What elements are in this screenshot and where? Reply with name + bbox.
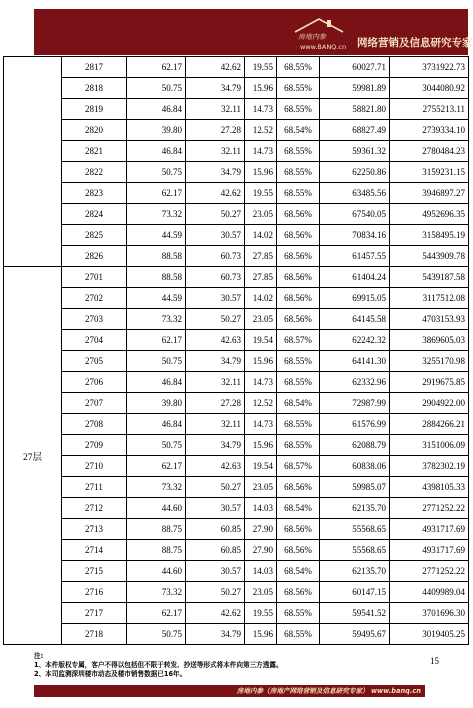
table-cell: 55568.65 <box>320 519 390 540</box>
floor-cell: 27层 <box>4 267 62 645</box>
table-cell: 3117512.08 <box>390 288 469 309</box>
table-cell: 3019405.25 <box>390 624 469 645</box>
table-cell: 67540.05 <box>320 204 390 225</box>
table-cell: 2706 <box>62 372 127 393</box>
table-cell: 62.17 <box>127 456 186 477</box>
table-cell: 60.85 <box>186 519 245 540</box>
table-cell: 2771252.22 <box>390 498 469 519</box>
table-cell: 62332.96 <box>320 372 390 393</box>
table-cell: 27.85 <box>245 267 277 288</box>
table-cell: 50.75 <box>127 351 186 372</box>
table-cell: 68.55% <box>277 414 320 435</box>
table-cell: 88.75 <box>127 519 186 540</box>
table-cell: 14.73 <box>245 414 277 435</box>
table-cell: 2780484.23 <box>390 141 469 162</box>
table-cell: 68.55% <box>277 141 320 162</box>
table-cell: 34.79 <box>186 351 245 372</box>
table-cell: 2884266.21 <box>390 414 469 435</box>
table-cell: 14.73 <box>245 99 277 120</box>
table-cell: 50.27 <box>186 477 245 498</box>
table-cell: 5439187.58 <box>390 267 469 288</box>
note-line: 1、本件版权专属，客户不得以包括但不限于转发、抄送等形式将本件向第三方透露。 <box>34 661 283 669</box>
table-cell: 30.57 <box>186 225 245 246</box>
table-cell: 4931717.69 <box>390 540 469 561</box>
table-cell: 32.11 <box>186 99 245 120</box>
table-cell: 73.32 <box>127 477 186 498</box>
brand-name-small: 房地内参 <box>298 33 326 41</box>
table-cell: 50.75 <box>127 78 186 99</box>
table-cell: 2712 <box>62 498 127 519</box>
table-cell: 2825 <box>62 225 127 246</box>
table-cell: 2824 <box>62 204 127 225</box>
table-cell: 2755213.11 <box>390 99 469 120</box>
table-row <box>4 246 469 267</box>
table-cell: 2826 <box>62 246 127 267</box>
table-cell: 2715 <box>62 561 127 582</box>
table-cell: 73.32 <box>127 309 186 330</box>
table-cell: 62.17 <box>127 183 186 204</box>
table-row <box>4 120 469 141</box>
table-cell: 2711 <box>62 477 127 498</box>
table-cell: 68.54% <box>277 120 320 141</box>
table-row <box>4 267 469 288</box>
table-cell: 3158495.19 <box>390 225 469 246</box>
table-cell: 61404.24 <box>320 267 390 288</box>
table-cell: 39.80 <box>127 120 186 141</box>
table-cell: 68.55% <box>277 99 320 120</box>
brand-url: www.BANQ.cn <box>300 43 347 51</box>
table-cell: 32.11 <box>186 414 245 435</box>
table-cell: 68.56% <box>277 477 320 498</box>
table-cell: 68.55% <box>277 435 320 456</box>
table-cell: 27.28 <box>186 120 245 141</box>
table-cell: 62.17 <box>127 57 186 78</box>
table-cell: 60147.15 <box>320 582 390 603</box>
table-cell: 62135.70 <box>320 498 390 519</box>
table-cell: 60.73 <box>186 246 245 267</box>
table-cell: 62088.79 <box>320 435 390 456</box>
table-cell: 2771252.22 <box>390 561 469 582</box>
table-cell: 19.55 <box>245 183 277 204</box>
table-cell: 23.05 <box>245 309 277 330</box>
table-cell: 46.84 <box>127 414 186 435</box>
table-cell: 3701696.30 <box>390 603 469 624</box>
table-cell: 46.84 <box>127 141 186 162</box>
table-row <box>4 225 469 246</box>
table-cell: 68.56% <box>277 288 320 309</box>
table-cell: 68.55% <box>277 162 320 183</box>
table-cell: 70834.16 <box>320 225 390 246</box>
table-cell: 2709 <box>62 435 127 456</box>
table-cell: 60838.06 <box>320 456 390 477</box>
table-row <box>4 561 469 582</box>
floor-cell <box>4 57 62 267</box>
table-cell: 5443909.78 <box>390 246 469 267</box>
table-cell: 2819 <box>62 99 127 120</box>
table-cell: 12.52 <box>245 120 277 141</box>
table-cell: 23.05 <box>245 582 277 603</box>
table-cell: 14.73 <box>245 141 277 162</box>
table-cell: 30.57 <box>186 498 245 519</box>
table-row <box>4 309 469 330</box>
table-cell: 68.56% <box>277 519 320 540</box>
table-cell: 64145.58 <box>320 309 390 330</box>
table-cell: 69915.05 <box>320 288 390 309</box>
table-row <box>4 183 469 204</box>
table-cell: 50.75 <box>127 162 186 183</box>
table-cell: 42.63 <box>186 330 245 351</box>
table-cell: 3151006.09 <box>390 435 469 456</box>
table-cell: 42.63 <box>186 456 245 477</box>
table-cell: 14.03 <box>245 498 277 519</box>
table-cell: 30.57 <box>186 561 245 582</box>
table-cell: 72987.99 <box>320 393 390 414</box>
table-cell: 68.55% <box>277 351 320 372</box>
table-cell: 14.02 <box>245 288 277 309</box>
table-cell: 15.96 <box>245 435 277 456</box>
table-cell: 2716 <box>62 582 127 603</box>
table-cell: 60.85 <box>186 540 245 561</box>
table-cell: 2739334.10 <box>390 120 469 141</box>
table-cell: 2708 <box>62 414 127 435</box>
table-cell: 3946897.27 <box>390 183 469 204</box>
table-cell: 46.84 <box>127 99 186 120</box>
table-cell: 2919675.85 <box>390 372 469 393</box>
table-cell: 68827.49 <box>320 120 390 141</box>
table-cell: 19.55 <box>245 57 277 78</box>
table-cell: 27.90 <box>245 540 277 561</box>
table-cell: 2904922.00 <box>390 393 469 414</box>
table-cell: 44.60 <box>127 561 186 582</box>
table-cell: 27.28 <box>186 393 245 414</box>
table-row <box>4 204 469 225</box>
table-cell: 62.17 <box>127 330 186 351</box>
table-row <box>4 477 469 498</box>
table-cell: 3869605.03 <box>390 330 469 351</box>
table-cell: 61576.99 <box>320 414 390 435</box>
table-cell: 68.56% <box>277 582 320 603</box>
table-row <box>4 57 469 78</box>
table-cell: 19.54 <box>245 456 277 477</box>
table-cell: 2717 <box>62 603 127 624</box>
table-row <box>4 351 469 372</box>
table-cell: 2821 <box>62 141 127 162</box>
table-row <box>4 162 469 183</box>
table-cell: 14.73 <box>245 372 277 393</box>
table-row <box>4 330 469 351</box>
table-cell: 2705 <box>62 351 127 372</box>
table-cell: 15.96 <box>245 162 277 183</box>
table-cell: 62250.86 <box>320 162 390 183</box>
table-cell: 59985.07 <box>320 477 390 498</box>
table-cell: 63485.56 <box>320 183 390 204</box>
table-cell: 2703 <box>62 309 127 330</box>
table-cell: 44.59 <box>127 225 186 246</box>
table-cell: 30.57 <box>186 288 245 309</box>
table-row <box>4 540 469 561</box>
table-cell: 59361.32 <box>320 141 390 162</box>
table-cell: 50.75 <box>127 624 186 645</box>
notes-title: 注: <box>34 652 44 660</box>
table-cell: 46.84 <box>127 372 186 393</box>
table-cell: 68.57% <box>277 330 320 351</box>
footer-banner <box>34 685 425 697</box>
page-number: 15 <box>430 656 439 666</box>
table-cell: 2820 <box>62 120 127 141</box>
notes <box>34 652 425 683</box>
table-cell: 2823 <box>62 183 127 204</box>
table-cell: 15.96 <box>245 78 277 99</box>
table-cell: 62135.70 <box>320 561 390 582</box>
table-cell: 14.02 <box>245 225 277 246</box>
table-cell: 3159231.15 <box>390 162 469 183</box>
table-cell: 68.54% <box>277 561 320 582</box>
table-cell: 27.85 <box>245 246 277 267</box>
table-cell: 50.75 <box>127 435 186 456</box>
table-cell: 3731922.73 <box>390 57 469 78</box>
table-row <box>4 372 469 393</box>
table-cell: 2701 <box>62 267 127 288</box>
table-cell: 12.52 <box>245 393 277 414</box>
table-cell: 68.56% <box>277 267 320 288</box>
table-cell: 68.55% <box>277 603 320 624</box>
table-row <box>4 582 469 603</box>
table-cell: 4952696.35 <box>390 204 469 225</box>
table-cell: 64141.30 <box>320 351 390 372</box>
table-cell: 2707 <box>62 393 127 414</box>
table-cell: 2710 <box>62 456 127 477</box>
table-cell: 68.55% <box>277 57 320 78</box>
table-cell: 2713 <box>62 519 127 540</box>
table-cell: 32.11 <box>186 141 245 162</box>
table-cell: 23.05 <box>245 204 277 225</box>
table-cell: 4703153.93 <box>390 309 469 330</box>
table-cell: 44.59 <box>127 288 186 309</box>
table-cell: 2718 <box>62 624 127 645</box>
table-row <box>4 99 469 120</box>
table-cell: 73.32 <box>127 582 186 603</box>
table-cell: 60027.71 <box>320 57 390 78</box>
table-cell: 15.96 <box>245 624 277 645</box>
table-cell: 2817 <box>62 57 127 78</box>
table-cell: 42.62 <box>186 183 245 204</box>
table-row <box>4 624 469 645</box>
table-cell: 44.60 <box>127 498 186 519</box>
table-cell: 88.58 <box>127 246 186 267</box>
table-row <box>4 414 469 435</box>
table-cell: 2822 <box>62 162 127 183</box>
table-cell: 34.79 <box>186 78 245 99</box>
table-cell: 62.17 <box>127 603 186 624</box>
table-row <box>4 519 469 540</box>
table-cell: 68.55% <box>277 624 320 645</box>
table-cell: 60.73 <box>186 267 245 288</box>
table-cell: 42.62 <box>186 603 245 624</box>
brand-slogan: 网络营销及信息研究专家 <box>357 37 473 49</box>
table-cell: 23.05 <box>245 477 277 498</box>
table-cell: 19.55 <box>245 603 277 624</box>
table-cell: 34.79 <box>186 624 245 645</box>
table-cell: 32.11 <box>186 372 245 393</box>
table-cell: 2714 <box>62 540 127 561</box>
table-cell: 50.27 <box>186 309 245 330</box>
table-cell: 15.96 <box>245 351 277 372</box>
table-row <box>4 288 469 309</box>
table-cell: 3782302.19 <box>390 456 469 477</box>
table-cell: 68.56% <box>277 246 320 267</box>
table-row <box>4 141 469 162</box>
table-cell: 68.55% <box>277 78 320 99</box>
table-cell: 27.90 <box>245 519 277 540</box>
table-cell: 59541.52 <box>320 603 390 624</box>
table-cell: 2704 <box>62 330 127 351</box>
note-line: 2、本司监测深圳楼市动态及楼市销售数据已16年。 <box>34 670 187 678</box>
table-cell: 34.79 <box>186 435 245 456</box>
table-cell: 59981.89 <box>320 78 390 99</box>
table-cell: 68.54% <box>277 393 320 414</box>
table-cell: 68.56% <box>277 309 320 330</box>
table-cell: 2702 <box>62 288 127 309</box>
table-row <box>4 456 469 477</box>
table-cell: 3044080.92 <box>390 78 469 99</box>
sales-table <box>3 56 469 645</box>
table-row <box>4 78 469 99</box>
table-cell: 55568.65 <box>320 540 390 561</box>
table-cell: 68.56% <box>277 225 320 246</box>
table-cell: 62242.32 <box>320 330 390 351</box>
table-row <box>4 435 469 456</box>
table-cell: 4409989.04 <box>390 582 469 603</box>
table-row <box>4 393 469 414</box>
table-cell: 68.56% <box>277 204 320 225</box>
table-cell: 88.75 <box>127 540 186 561</box>
table-cell: 68.54% <box>277 498 320 519</box>
table-cell: 73.32 <box>127 204 186 225</box>
table-cell: 19.54 <box>245 330 277 351</box>
table-cell: 59495.67 <box>320 624 390 645</box>
table-cell: 14.03 <box>245 561 277 582</box>
table-cell: 3255170.98 <box>390 351 469 372</box>
table-cell: 50.27 <box>186 582 245 603</box>
table-cell: 4398105.33 <box>390 477 469 498</box>
table-cell: 68.57% <box>277 456 320 477</box>
table-cell: 68.55% <box>277 372 320 393</box>
table-cell: 34.79 <box>186 162 245 183</box>
table-cell: 58821.80 <box>320 99 390 120</box>
table-row <box>4 498 469 519</box>
table-row <box>4 603 469 624</box>
header-banner <box>34 9 473 55</box>
table-cell: 68.55% <box>277 183 320 204</box>
table-cell: 4931717.69 <box>390 519 469 540</box>
table-cell: 88.58 <box>127 267 186 288</box>
table-cell: 61457.55 <box>320 246 390 267</box>
table-cell: 39.80 <box>127 393 186 414</box>
table-cell: 68.56% <box>277 540 320 561</box>
table-cell: 42.62 <box>186 57 245 78</box>
footer-text: 房地内参（房地产网络营销及信息研究专家） www.banq.cn <box>236 687 421 695</box>
table-cell: 2818 <box>62 78 127 99</box>
table-cell: 50.27 <box>186 204 245 225</box>
